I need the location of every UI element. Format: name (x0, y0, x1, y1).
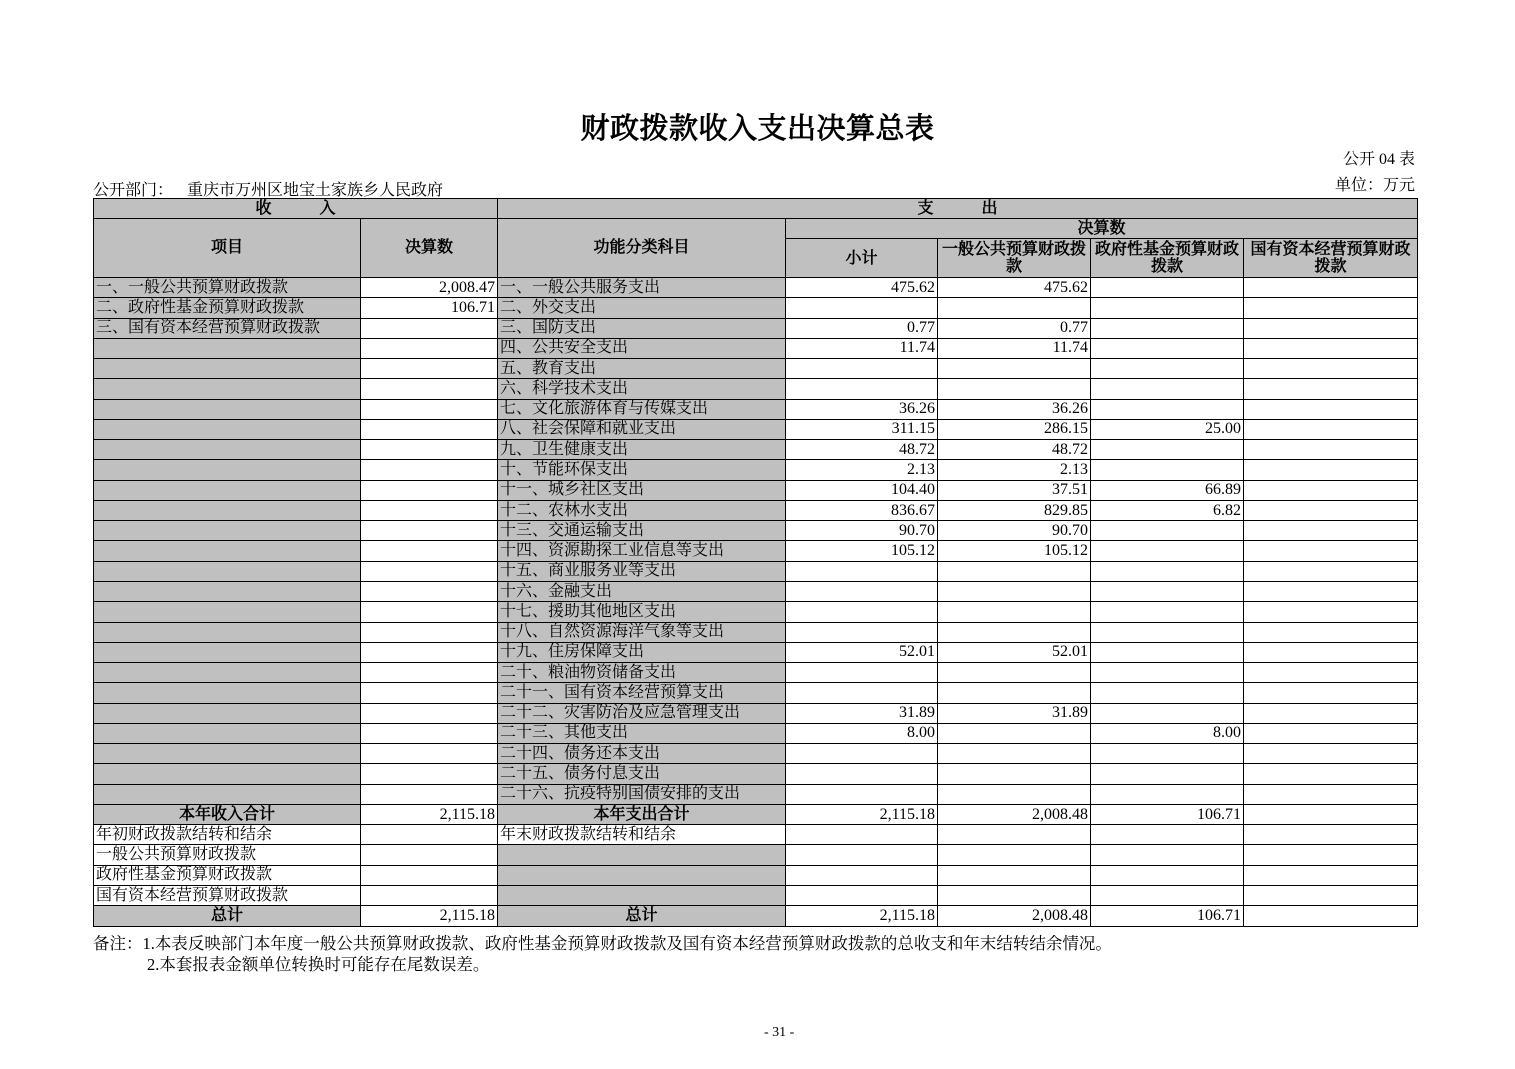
expense-item-cell: 三、国防支出 (498, 318, 786, 338)
subtotal-cell (786, 561, 938, 581)
gov-fund-cell: 8.00 (1091, 723, 1244, 743)
income-item-cell (94, 784, 361, 804)
income-amount-cell (361, 460, 498, 480)
general-budget-cell: 286.15 (938, 419, 1091, 439)
subtotal-cell (786, 784, 938, 804)
state-capital-cell (1244, 845, 1418, 865)
income-amount-cell (361, 865, 498, 885)
gov-fund-cell (1091, 541, 1244, 561)
state-capital-cell (1244, 561, 1418, 581)
gov-fund-cell (1091, 825, 1244, 845)
state-capital-cell (1244, 338, 1418, 358)
table-row (94, 541, 1418, 561)
general-budget-cell: 2.13 (938, 460, 1091, 480)
table-row (94, 784, 1418, 804)
gov-fund-cell: 66.89 (1091, 480, 1244, 500)
department-name: 重庆市万州区地宝土家族乡人民政府 (187, 182, 444, 199)
state-capital-cell (1244, 784, 1418, 804)
income-amount-cell: 2,115.18 (361, 906, 498, 926)
income-item-cell (94, 723, 361, 743)
table-body (94, 278, 1418, 927)
income-item-cell: 政府性基金预算财政拨款 (94, 865, 361, 885)
table-row (94, 845, 1418, 865)
income-item-cell (94, 359, 361, 379)
gov-fund-cell (1091, 521, 1244, 541)
state-capital-cell (1244, 419, 1418, 439)
table-row (94, 399, 1418, 419)
gov-fund-cell: 106.71 (1091, 804, 1244, 824)
state-capital-cell (1244, 581, 1418, 601)
state-capital-cell (1244, 440, 1418, 460)
state-capital-cell (1244, 278, 1418, 298)
expense-header: 支 出 (498, 199, 1418, 219)
gov-fund-cell (1091, 581, 1244, 601)
department-line (93, 177, 443, 200)
expense-item-cell (498, 865, 786, 885)
state-capital-cell (1244, 825, 1418, 845)
general-budget-cell (938, 379, 1091, 399)
table-row (94, 663, 1418, 683)
table-row (94, 298, 1418, 318)
income-amount-cell (361, 885, 498, 905)
income-item-cell (94, 419, 361, 439)
general-budget-cell (938, 865, 1091, 885)
income-item-cell (94, 602, 361, 622)
expense-item-cell: 十五、商业服务业等支出 (498, 561, 786, 581)
subtotal-cell: 104.40 (786, 480, 938, 500)
note-line-1: 备注：1.本表反映部门本年度一般公共预算财政拨款、政府性基金预算财政拨款及国有资本经营预算财政拨款的总收支和年末结转结余情况。 (93, 934, 1112, 953)
state-capital-cell (1244, 460, 1418, 480)
gov-fund-cell (1091, 642, 1244, 662)
subtotal-cell (786, 581, 938, 601)
table-row (94, 359, 1418, 379)
table-row (94, 440, 1418, 460)
general-budget-cell (938, 683, 1091, 703)
expense-item-cell: 十九、住房保障支出 (498, 642, 786, 662)
general-budget-cell (938, 602, 1091, 622)
state-capital-cell (1244, 744, 1418, 764)
state-capital-column-header: 国有资本经营预算财政拨款 (1244, 239, 1418, 278)
subtotal-cell (786, 744, 938, 764)
income-item-cell: 本年收入合计 (94, 804, 361, 824)
subtotal-cell: 90.70 (786, 521, 938, 541)
state-capital-cell (1244, 906, 1418, 926)
general-budget-cell (938, 723, 1091, 743)
subtotal-cell (786, 845, 938, 865)
subtotal-cell: 11.74 (786, 338, 938, 358)
expense-item-cell: 二、外交支出 (498, 298, 786, 318)
table-row (94, 460, 1418, 480)
expense-item-cell: 十、节能环保支出 (498, 460, 786, 480)
income-amount-cell (361, 419, 498, 439)
income-amount-cell: 2,115.18 (361, 804, 498, 824)
income-item-cell: 二、政府性基金预算财政拨款 (94, 298, 361, 318)
page-number: - 31 - (764, 1025, 795, 1040)
gov-fund-cell: 6.82 (1091, 500, 1244, 520)
gov-fund-cell (1091, 359, 1244, 379)
header-row (94, 219, 1418, 239)
expense-item-cell: 二十六、抗疫特别国债安排的支出 (498, 784, 786, 804)
gov-fund-cell (1091, 338, 1244, 358)
general-budget-cell: 829.85 (938, 500, 1091, 520)
subtotal-cell (786, 865, 938, 885)
table-row (94, 744, 1418, 764)
subtotal-cell: 48.72 (786, 440, 938, 460)
income-item-cell (94, 764, 361, 784)
table-row (94, 338, 1418, 358)
note-line-2: 2.本套报表金额单位转换时可能存在尾数误差。 (147, 955, 490, 974)
gov-fund-cell (1091, 784, 1244, 804)
general-budget-cell: 2,008.48 (938, 906, 1091, 926)
income-item-cell (94, 338, 361, 358)
table-row (94, 885, 1418, 905)
income-item-cell (94, 460, 361, 480)
general-budget-cell (938, 359, 1091, 379)
income-amount-cell (361, 500, 498, 520)
income-amount-cell: 106.71 (361, 298, 498, 318)
general-budget-cell (938, 825, 1091, 845)
table-row (94, 723, 1418, 743)
income-amount-cell (361, 784, 498, 804)
gov-fund-cell (1091, 845, 1244, 865)
expense-item-cell: 七、文化旅游体育与传媒支出 (498, 399, 786, 419)
subtotal-cell: 0.77 (786, 318, 938, 338)
subtotal-cell (786, 622, 938, 642)
income-item-cell (94, 541, 361, 561)
state-capital-cell (1244, 359, 1418, 379)
subtotal-cell: 2.13 (786, 460, 938, 480)
table-row (94, 865, 1418, 885)
state-capital-cell (1244, 622, 1418, 642)
subtotal-cell (786, 602, 938, 622)
appropriation-summary-table (93, 198, 1418, 927)
income-amount-cell (361, 825, 498, 845)
subtotal-cell: 52.01 (786, 642, 938, 662)
state-capital-cell (1244, 379, 1418, 399)
form-number: 公开 04 表 (1342, 151, 1415, 168)
expense-item-cell: 八、社会保障和就业支出 (498, 419, 786, 439)
table-row (94, 764, 1418, 784)
subtotal-cell: 475.62 (786, 278, 938, 298)
table-row (94, 825, 1418, 845)
gov-fund-cell (1091, 744, 1244, 764)
income-item-cell (94, 399, 361, 419)
state-capital-cell (1244, 885, 1418, 905)
income-amount-cell (361, 379, 498, 399)
income-item-cell (94, 622, 361, 642)
income-amount-cell (361, 318, 498, 338)
state-capital-cell (1244, 541, 1418, 561)
subtotal-cell (786, 885, 938, 905)
income-item-cell (94, 683, 361, 703)
table-row (94, 602, 1418, 622)
expense-item-cell: 年末财政拨款结转和结余 (498, 825, 786, 845)
final-amount-header: 决算数 (786, 219, 1418, 239)
income-item-cell: 国有资本经营预算财政拨款 (94, 885, 361, 905)
item-column-header: 项目 (94, 219, 361, 278)
expense-item-cell (498, 885, 786, 905)
expense-item-cell: 十四、资源勘探工业信息等支出 (498, 541, 786, 561)
general-budget-cell: 36.26 (938, 399, 1091, 419)
subtotal-cell: 31.89 (786, 703, 938, 723)
gov-fund-cell: 106.71 (1091, 906, 1244, 926)
expense-item-cell: 十八、自然资源海洋气象等支出 (498, 622, 786, 642)
state-capital-cell (1244, 521, 1418, 541)
expense-item-cell: 十六、金融支出 (498, 581, 786, 601)
state-capital-cell (1244, 703, 1418, 723)
income-item-cell (94, 581, 361, 601)
general-budget-cell (938, 845, 1091, 865)
income-item-cell: 一般公共预算财政拨款 (94, 845, 361, 865)
subtotal-cell: 311.15 (786, 419, 938, 439)
income-item-cell: 一、一般公共预算财政拨款 (94, 278, 361, 298)
gov-fund-cell (1091, 318, 1244, 338)
general-budget-cell (938, 764, 1091, 784)
general-budget-column-header: 一般公共预算财政拨款 (938, 239, 1091, 278)
general-budget-cell: 37.51 (938, 480, 1091, 500)
gov-fund-cell (1091, 440, 1244, 460)
income-item-cell (94, 440, 361, 460)
income-amount-cell (361, 521, 498, 541)
income-item-cell (94, 480, 361, 500)
gov-fund-cell (1091, 298, 1244, 318)
income-amount-cell (361, 561, 498, 581)
general-budget-cell (938, 744, 1091, 764)
income-amount-cell: 2,008.47 (361, 278, 498, 298)
subtotal-cell: 2,115.18 (786, 804, 938, 824)
income-item-cell (94, 642, 361, 662)
unit-label: 单位：万元 (1334, 177, 1415, 194)
gov-fund-cell (1091, 885, 1244, 905)
income-item-cell: 总计 (94, 906, 361, 926)
general-budget-cell (938, 622, 1091, 642)
table-row (94, 622, 1418, 642)
general-budget-cell: 475.62 (938, 278, 1091, 298)
income-amount-cell (361, 399, 498, 419)
subtotal-cell (786, 825, 938, 845)
subtotal-cell (786, 683, 938, 703)
income-amount-cell (361, 581, 498, 601)
subtotal-cell (786, 764, 938, 784)
income-amount-cell (361, 642, 498, 662)
state-capital-cell (1244, 723, 1418, 743)
income-amount-cell (361, 541, 498, 561)
expense-item-cell: 五、教育支出 (498, 359, 786, 379)
gov-fund-cell (1091, 399, 1244, 419)
general-budget-cell: 52.01 (938, 642, 1091, 662)
expense-item-cell: 一、一般公共服务支出 (498, 278, 786, 298)
state-capital-cell (1244, 804, 1418, 824)
gov-fund-cell (1091, 703, 1244, 723)
expense-item-cell: 二十三、其他支出 (498, 723, 786, 743)
income-item-cell (94, 500, 361, 520)
expense-item-cell: 总计 (498, 906, 786, 926)
state-capital-cell (1244, 399, 1418, 419)
state-capital-cell (1244, 683, 1418, 703)
table-row (94, 683, 1418, 703)
gov-fund-cell (1091, 865, 1244, 885)
income-header: 收 入 (94, 199, 498, 219)
general-budget-cell (938, 784, 1091, 804)
table-row (94, 642, 1418, 662)
gov-fund-cell: 25.00 (1091, 419, 1244, 439)
expense-item-cell: 二十二、灾害防治及应急管理支出 (498, 703, 786, 723)
income-amount-cell (361, 359, 498, 379)
income-amount-cell (361, 622, 498, 642)
subtotal-cell: 36.26 (786, 399, 938, 419)
table-row (94, 521, 1418, 541)
subtotal-cell: 2,115.18 (786, 906, 938, 926)
table-row (94, 500, 1418, 520)
income-amount-cell (361, 764, 498, 784)
income-amount-cell (361, 338, 498, 358)
income-item-cell (94, 744, 361, 764)
income-amount-cell (361, 683, 498, 703)
general-budget-cell: 105.12 (938, 541, 1091, 561)
subtotal-cell: 8.00 (786, 723, 938, 743)
general-budget-cell (938, 581, 1091, 601)
income-amount-cell (361, 723, 498, 743)
general-budget-cell (938, 561, 1091, 581)
state-capital-cell (1244, 865, 1418, 885)
income-item-cell: 三、国有资本经营预算财政拨款 (94, 318, 361, 338)
table-row (94, 480, 1418, 500)
table-row (94, 318, 1418, 338)
expense-item-cell: 四、公共安全支出 (498, 338, 786, 358)
general-budget-cell: 11.74 (938, 338, 1091, 358)
expense-item-cell: 十七、援助其他地区支出 (498, 602, 786, 622)
state-capital-cell (1244, 663, 1418, 683)
category-column-header: 功能分类科目 (498, 219, 786, 278)
gov-fund-cell (1091, 379, 1244, 399)
general-budget-cell: 90.70 (938, 521, 1091, 541)
state-capital-cell (1244, 480, 1418, 500)
subtotal-cell (786, 359, 938, 379)
expense-item-cell: 本年支出合计 (498, 804, 786, 824)
income-item-cell: 年初财政拨款结转和结余 (94, 825, 361, 845)
state-capital-cell (1244, 318, 1418, 338)
table-row (94, 906, 1418, 926)
general-budget-cell: 31.89 (938, 703, 1091, 723)
income-amount-cell (361, 703, 498, 723)
income-item-cell (94, 379, 361, 399)
expense-item-cell: 十一、城乡社区支出 (498, 480, 786, 500)
state-capital-cell (1244, 764, 1418, 784)
table-row (94, 379, 1418, 399)
general-budget-cell: 0.77 (938, 318, 1091, 338)
state-capital-cell (1244, 500, 1418, 520)
table-row (94, 804, 1418, 824)
subtotal-column-header: 小计 (786, 239, 938, 278)
expense-item-cell: 二十四、债务还本支出 (498, 744, 786, 764)
subtotal-cell (786, 298, 938, 318)
general-budget-cell: 2,008.48 (938, 804, 1091, 824)
expense-item-cell: 二十、粮油物资储备支出 (498, 663, 786, 683)
gov-fund-cell (1091, 622, 1244, 642)
income-item-cell (94, 561, 361, 581)
expense-item-cell: 二十一、国有资本经营预算支出 (498, 683, 786, 703)
gov-fund-cell (1091, 683, 1244, 703)
table-row (94, 703, 1418, 723)
page-title: 财政拨款收入支出决算总表 (580, 113, 935, 145)
subtotal-cell: 836.67 (786, 500, 938, 520)
gov-fund-column-header: 政府性基金预算财政拨款 (1091, 239, 1244, 278)
expense-item-cell: 六、科学技术支出 (498, 379, 786, 399)
subtotal-cell: 105.12 (786, 541, 938, 561)
gov-fund-cell (1091, 561, 1244, 581)
gov-fund-cell (1091, 764, 1244, 784)
state-capital-cell (1244, 642, 1418, 662)
general-budget-cell (938, 298, 1091, 318)
gov-fund-cell (1091, 602, 1244, 622)
header-row (94, 199, 1418, 219)
income-item-cell (94, 703, 361, 723)
gov-fund-cell (1091, 663, 1244, 683)
subtotal-cell (786, 663, 938, 683)
subtotal-cell (786, 379, 938, 399)
expense-item-cell (498, 845, 786, 865)
income-item-cell (94, 521, 361, 541)
general-budget-cell (938, 663, 1091, 683)
state-capital-cell (1244, 602, 1418, 622)
expense-item-cell: 二十五、债务付息支出 (498, 764, 786, 784)
general-budget-cell: 48.72 (938, 440, 1091, 460)
table-row (94, 581, 1418, 601)
income-amount-cell (361, 602, 498, 622)
expense-item-cell: 九、卫生健康支出 (498, 440, 786, 460)
income-amount-cell (361, 744, 498, 764)
income-amount-cell (361, 440, 498, 460)
income-item-cell (94, 663, 361, 683)
department-label: 公开部门： (93, 182, 174, 199)
income-amount-cell (361, 663, 498, 683)
general-budget-cell (938, 885, 1091, 905)
table-row (94, 278, 1418, 298)
income-amount-cell (361, 845, 498, 865)
state-capital-cell (1244, 298, 1418, 318)
table-row (94, 419, 1418, 439)
gov-fund-cell (1091, 278, 1244, 298)
income-amount-cell (361, 480, 498, 500)
amount-column-header: 决算数 (361, 219, 498, 278)
gov-fund-cell (1091, 460, 1244, 480)
table-row (94, 561, 1418, 581)
expense-item-cell: 十二、农林水支出 (498, 500, 786, 520)
expense-item-cell: 十三、交通运输支出 (498, 521, 786, 541)
